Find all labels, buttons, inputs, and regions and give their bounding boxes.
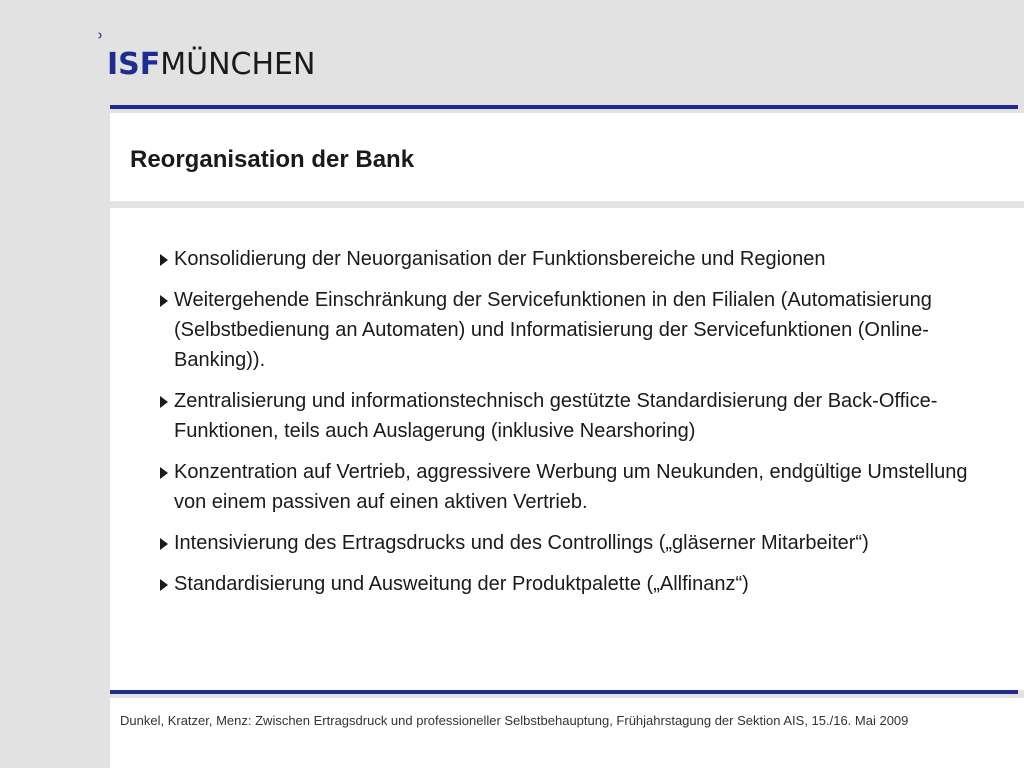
top-divider — [110, 105, 1018, 109]
footer-citation: Dunkel, Kratzer, Menz: Zwischen Ertragsdruck und professioneller Selbstbehauptung, Frühjahrstagung der Sektion AIS, 15./16. Mai 2009 — [120, 713, 909, 728]
logo-isf-text: ISF — [107, 47, 161, 82]
bullet-text: Standardisierung und Ausweitung der Produktpalette („Allfinanz“) — [174, 573, 749, 595]
bullet-list — [158, 244, 998, 610]
content-panel — [110, 208, 1024, 690]
bullet-item — [158, 528, 998, 558]
bullet-text: Konzentration auf Vertrieb, aggressivere Werbung um Neukunden, endgültige Umstellung von einem passiven auf einen aktiven Vertrieb. — [174, 461, 968, 513]
bottom-divider — [110, 690, 1018, 694]
bullet-arrow-icon — [160, 579, 168, 591]
logo-mark: ʾ — [95, 28, 105, 61]
bullet-text: Weitergehende Einschränkung der Servicefunktionen in den Filialen (Automatisierung (Selbstbedienung an Automaten) und Informatisierung der Servicefunktionen (Online-Banking)). — [174, 289, 932, 371]
bullet-text: Zentralisierung und informationstechnisch gestützte Standardisierung der Back-Office-Funktionen, teils auch Auslagerung (inklusive Nearshoring) — [174, 390, 938, 442]
logo-city-text: MÜNCHEN — [160, 47, 316, 82]
bullet-text: Intensivierung des Ertragsdrucks und des Controllings („gläserner Mitarbeiter“) — [174, 532, 869, 554]
bullet-arrow-icon — [160, 254, 168, 266]
isf-logo — [95, 30, 315, 80]
bullet-item — [158, 285, 998, 375]
bullet-item — [158, 569, 998, 599]
bullet-arrow-icon — [160, 467, 168, 479]
bullet-arrow-icon — [160, 295, 168, 307]
bullet-item — [158, 244, 998, 274]
bullet-item — [158, 386, 998, 446]
bullet-arrow-icon — [160, 538, 168, 550]
footer-panel — [110, 698, 1024, 768]
bullet-item — [158, 457, 998, 517]
bullet-text: Konsolidierung der Neuorganisation der Funktionsbereiche und Regionen — [174, 248, 826, 270]
title-panel — [110, 113, 1024, 201]
bullet-arrow-icon — [160, 396, 168, 408]
slide-title: Reorganisation der Bank — [130, 146, 415, 173]
